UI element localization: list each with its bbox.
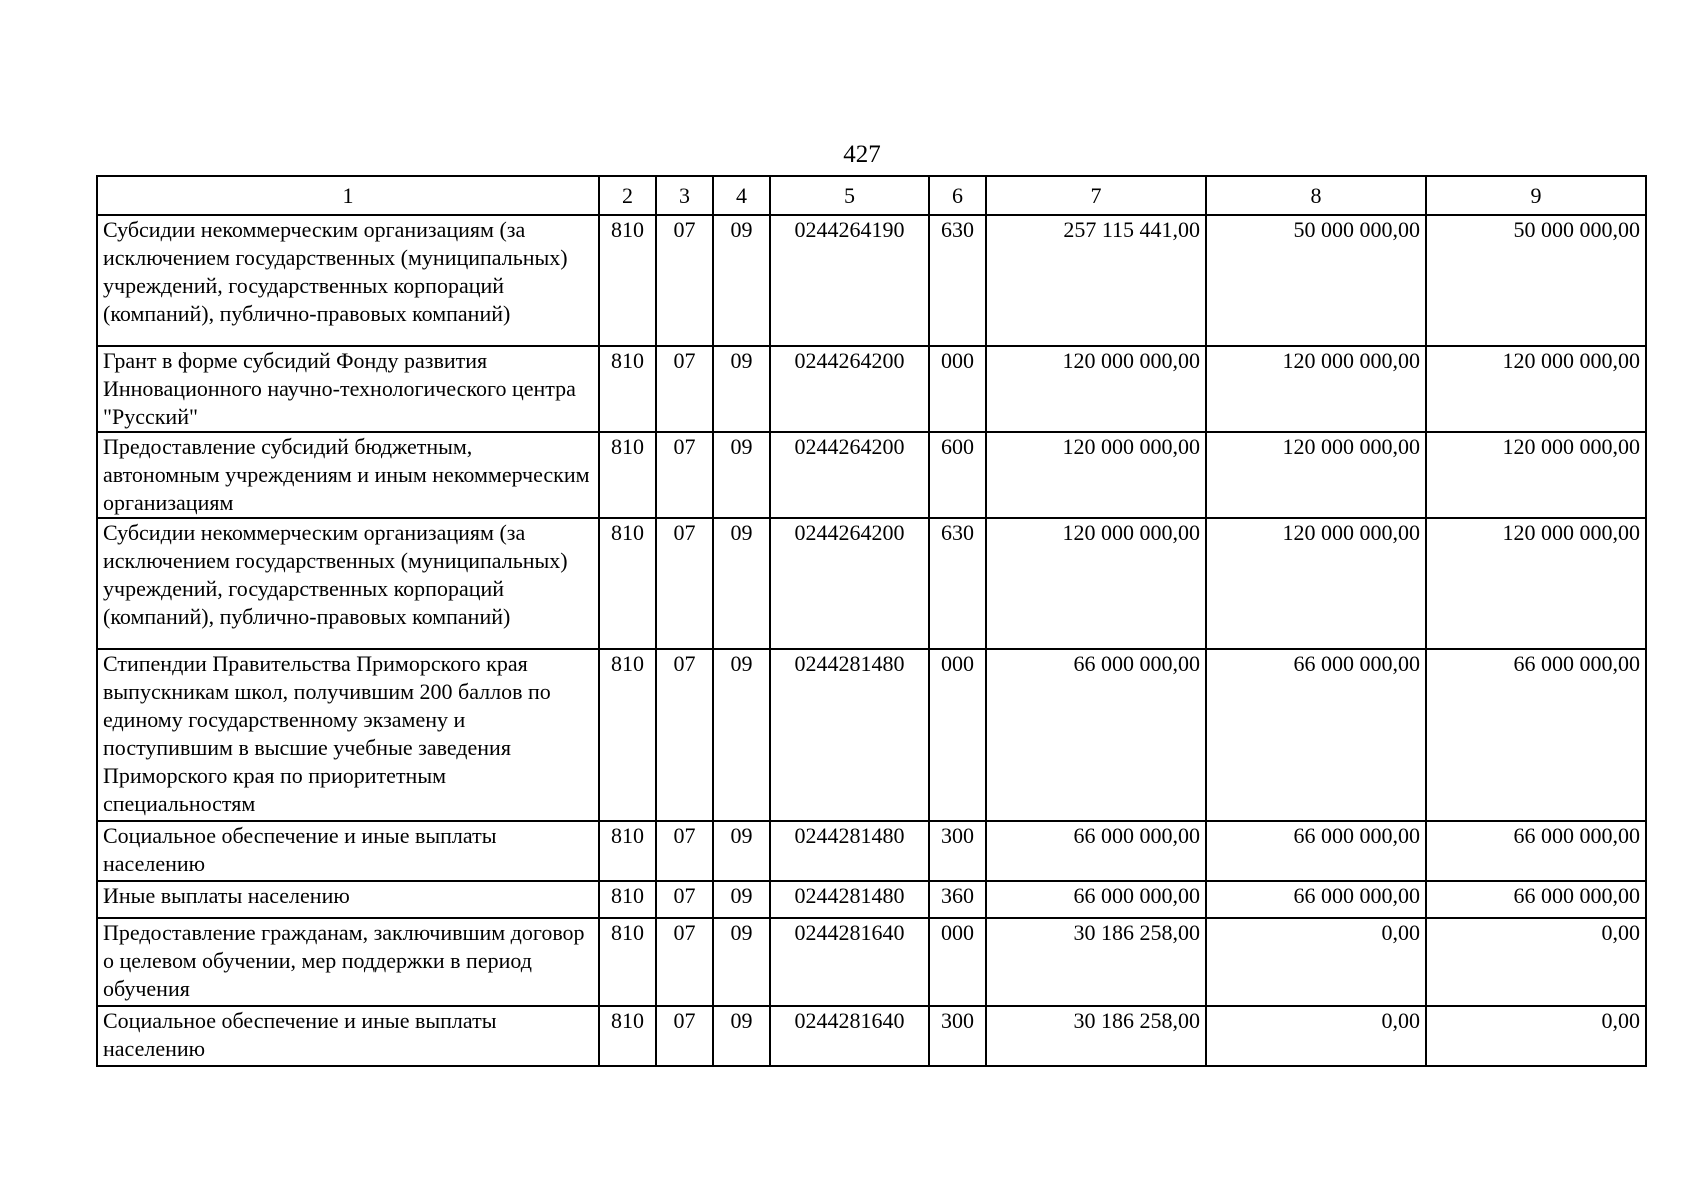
row-name: Субсидии некоммерческим организациям (за исключением государственных (муниципальных) учреждений, государственных корпораций (компаний), публично-правовых компаний) xyxy=(97,215,599,346)
column-header-4: 4 xyxy=(713,176,770,215)
cell-col2: 810 xyxy=(599,649,656,821)
cell-col6: 000 xyxy=(929,346,986,432)
cell-col9: 120 000 000,00 xyxy=(1426,432,1646,518)
cell-col7: 66 000 000,00 xyxy=(986,649,1206,821)
cell-col5: 0244281640 xyxy=(770,918,929,1006)
cell-col9: 66 000 000,00 xyxy=(1426,821,1646,881)
cell-col4: 09 xyxy=(713,215,770,346)
cell-col5: 0244281480 xyxy=(770,649,929,821)
table-row xyxy=(97,432,1646,518)
cell-col4: 09 xyxy=(713,1006,770,1066)
cell-col2: 810 xyxy=(599,881,656,918)
cell-col3: 07 xyxy=(656,649,713,821)
cell-col3: 07 xyxy=(656,918,713,1006)
cell-col4: 09 xyxy=(713,918,770,1006)
cell-col5: 0244264190 xyxy=(770,215,929,346)
cell-col8: 120 000 000,00 xyxy=(1206,346,1426,432)
column-header-3: 3 xyxy=(656,176,713,215)
page-number: 427 xyxy=(843,141,881,168)
cell-col2: 810 xyxy=(599,1006,656,1066)
cell-col4: 09 xyxy=(713,649,770,821)
cell-col5: 0244281480 xyxy=(770,821,929,881)
cell-col3: 07 xyxy=(656,821,713,881)
cell-col3: 07 xyxy=(656,1006,713,1066)
cell-col5: 0244264200 xyxy=(770,432,929,518)
cell-col6: 630 xyxy=(929,215,986,346)
cell-col6: 630 xyxy=(929,518,986,649)
cell-col6: 300 xyxy=(929,821,986,881)
column-header-6: 6 xyxy=(929,176,986,215)
cell-col5: 0244264200 xyxy=(770,346,929,432)
cell-col6: 600 xyxy=(929,432,986,518)
cell-col8: 120 000 000,00 xyxy=(1206,432,1426,518)
cell-col8: 0,00 xyxy=(1206,1006,1426,1066)
column-header-2: 2 xyxy=(599,176,656,215)
row-name: Предоставление субсидий бюджетным, автономным учреждениям и иным некоммерческим организациям xyxy=(97,432,599,518)
cell-col3: 07 xyxy=(656,518,713,649)
cell-col8: 66 000 000,00 xyxy=(1206,881,1426,918)
cell-col3: 07 xyxy=(656,346,713,432)
row-name: Стипендии Правительства Приморского края выпускникам школ, получившим 200 баллов по единому государственному экзамену и поступившим в высшие учебные заведения Приморского края по приоритетным специальностям xyxy=(97,649,599,821)
cell-col2: 810 xyxy=(599,918,656,1006)
cell-col9: 0,00 xyxy=(1426,918,1646,1006)
cell-col7: 257 115 441,00 xyxy=(986,215,1206,346)
cell-col8: 50 000 000,00 xyxy=(1206,215,1426,346)
table-row xyxy=(97,518,1646,649)
table-row xyxy=(97,1006,1646,1066)
cell-col7: 120 000 000,00 xyxy=(986,432,1206,518)
table-row xyxy=(97,649,1646,821)
cell-col3: 07 xyxy=(656,215,713,346)
cell-col5: 0244281480 xyxy=(770,881,929,918)
column-header-9: 9 xyxy=(1426,176,1646,215)
cell-col6: 360 xyxy=(929,881,986,918)
cell-col6: 000 xyxy=(929,649,986,821)
cell-col9: 66 000 000,00 xyxy=(1426,881,1646,918)
row-name: Грант в форме субсидий Фонду развития Инновационного научно-технологического центра "Русский" xyxy=(97,346,599,432)
column-header-5: 5 xyxy=(770,176,929,215)
table-row xyxy=(97,821,1646,881)
row-name: Социальное обеспечение и иные выплаты населению xyxy=(97,1006,599,1066)
cell-col7: 120 000 000,00 xyxy=(986,518,1206,649)
cell-col4: 09 xyxy=(713,821,770,881)
cell-col2: 810 xyxy=(599,215,656,346)
column-header-8: 8 xyxy=(1206,176,1426,215)
cell-col3: 07 xyxy=(656,432,713,518)
cell-col5: 0244264200 xyxy=(770,518,929,649)
cell-col6: 000 xyxy=(929,918,986,1006)
cell-col8: 66 000 000,00 xyxy=(1206,821,1426,881)
cell-col4: 09 xyxy=(713,881,770,918)
cell-col8: 120 000 000,00 xyxy=(1206,518,1426,649)
cell-col3: 07 xyxy=(656,881,713,918)
column-header-1: 1 xyxy=(97,176,599,215)
table-row xyxy=(97,881,1646,918)
cell-col9: 120 000 000,00 xyxy=(1426,346,1646,432)
cell-col7: 66 000 000,00 xyxy=(986,821,1206,881)
cell-col9: 66 000 000,00 xyxy=(1426,649,1646,821)
cell-col5: 0244281640 xyxy=(770,1006,929,1066)
row-name: Иные выплаты населению xyxy=(97,881,599,918)
cell-col9: 0,00 xyxy=(1426,1006,1646,1066)
table-row xyxy=(97,215,1646,346)
cell-col7: 66 000 000,00 xyxy=(986,881,1206,918)
cell-col2: 810 xyxy=(599,821,656,881)
cell-col8: 66 000 000,00 xyxy=(1206,649,1426,821)
cell-col2: 810 xyxy=(599,346,656,432)
cell-col8: 0,00 xyxy=(1206,918,1426,1006)
cell-col2: 810 xyxy=(599,432,656,518)
cell-col7: 30 186 258,00 xyxy=(986,918,1206,1006)
table-header-row xyxy=(97,176,1646,215)
column-header-7: 7 xyxy=(986,176,1206,215)
row-name: Социальное обеспечение и иные выплаты населению xyxy=(97,821,599,881)
cell-col7: 120 000 000,00 xyxy=(986,346,1206,432)
cell-col2: 810 xyxy=(599,518,656,649)
cell-col9: 120 000 000,00 xyxy=(1426,518,1646,649)
cell-col9: 50 000 000,00 xyxy=(1426,215,1646,346)
cell-col7: 30 186 258,00 xyxy=(986,1006,1206,1066)
row-name: Предоставление гражданам, заключившим договор о целевом обучении, мер поддержки в период обучения xyxy=(97,918,599,1006)
cell-col4: 09 xyxy=(713,518,770,649)
budget-table xyxy=(96,175,1647,1067)
row-name: Субсидии некоммерческим организациям (за исключением государственных (муниципальных) учреждений, государственных корпораций (компаний), публично-правовых компаний) xyxy=(97,518,599,649)
cell-col4: 09 xyxy=(713,432,770,518)
table-row xyxy=(97,918,1646,1006)
table-row xyxy=(97,346,1646,432)
cell-col6: 300 xyxy=(929,1006,986,1066)
cell-col4: 09 xyxy=(713,346,770,432)
